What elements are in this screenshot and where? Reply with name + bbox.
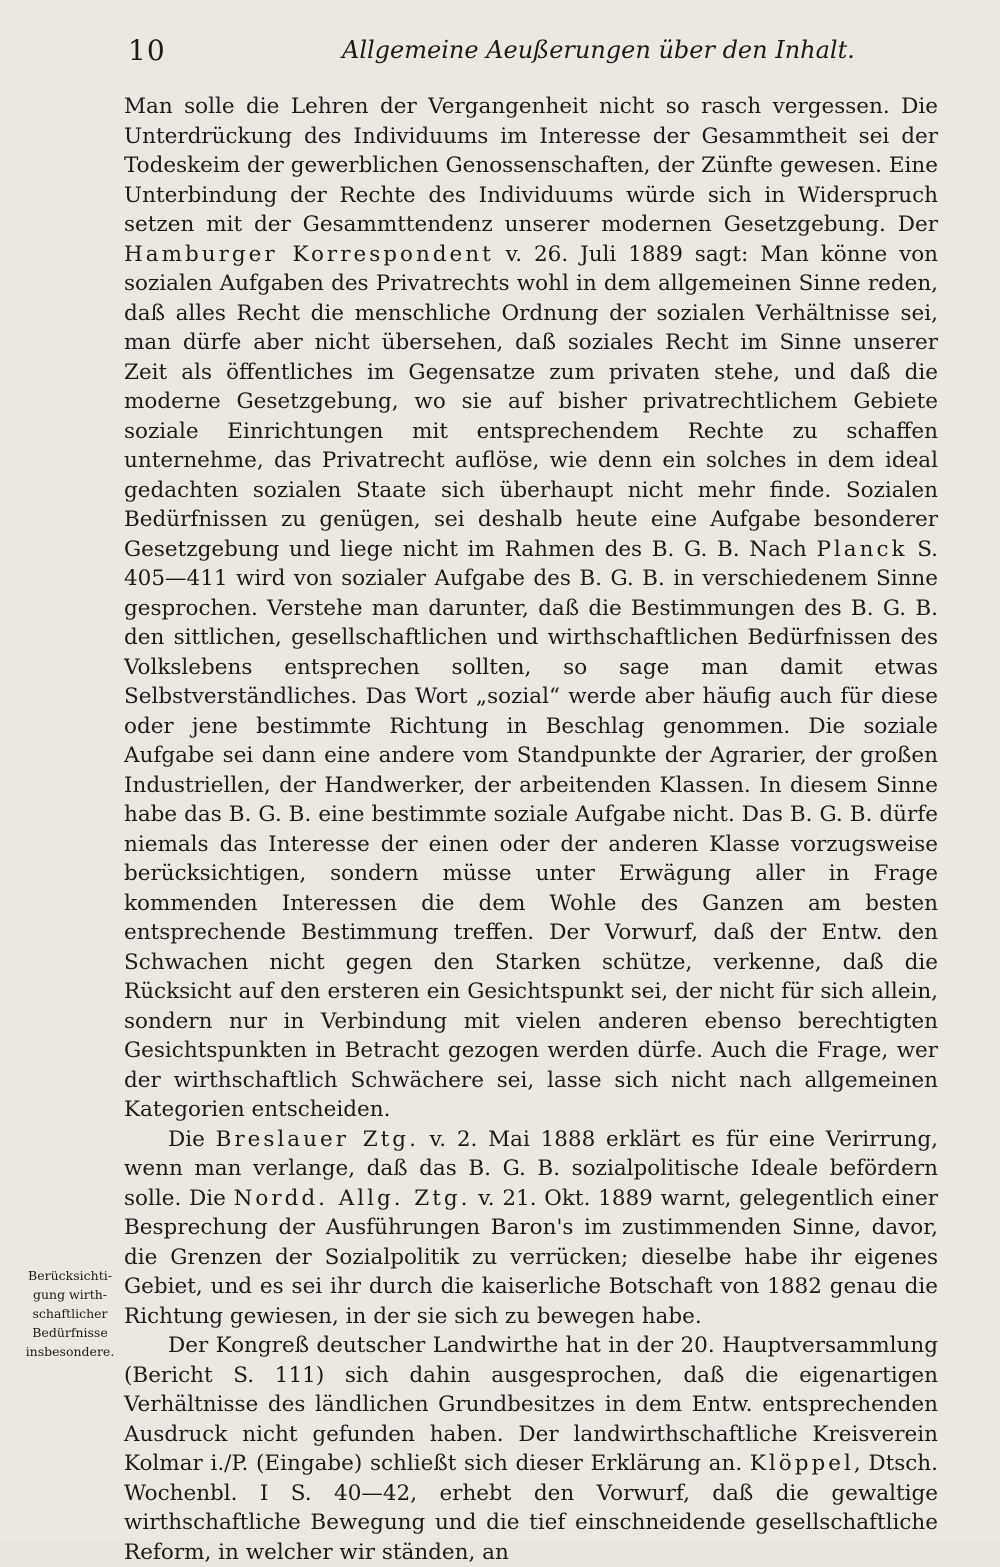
marginal-note-line: Berücksichti- [28,1268,112,1283]
text-segment: S. 405—411 wird von sozialer Aufgabe des B. G. B. in verschiedenem Sinne gesprochen. Verstehe man darunter, daß die Bestimmungen des B. G. B. den sittlichen, gesellschaftlichen und wirthschaftlichen Bedürfnissen des Volkslebens entsprechen sollten, so sage man damit etwas Selbstverständliches. Das Wort „sozial“ werde aber häufig auch für diese oder jene bestimmte Richtung in Beschlag genommen. Die soziale Aufgabe sei dann eine andere vom Standpunkte der Agrarier, der großen Industriellen, der Handwerker, der arbeitenden Klassen. In diesem Sinne habe das B. G. B. eine bestimmte soziale Aufgabe nicht. Das B. G. B. dürfe niemals das Interesse der einen oder der anderen Klasse vorzugsweise berücksichtigen, sondern müsse unter Erwägung aller in Frage kommenden Interessen die dem Wohle des Ganzen am besten entsprechende Bestimmung treffen. Der Vorwurf, daß der Entw. den Schwachen nicht gegen den Starken schütze, verkenne, daß die Rücksicht auf den ersteren ein Gesichtspunkt sei, der nicht für sich allein, sondern nur in Verbindung mit vielen anderen ebenso berechtigten Gesichtspunkten in Betracht gezogen werden dürfe. Auch die Frage, wer der wirthschaftlich Schwächere sei, lasse sich nicht nach allgemeinen Kategorien entscheiden. [124,536,938,1122]
text-segment: , Dtsch. Wochenbl. I S. 40—42, erhebt den Vorwurf, daß die gewaltige wirthschaftliche Bewegung und die tief einschneidende gesellschaftliche Reform, in welcher wir ständen, an [124,1451,938,1565]
spaced-author-name: Planck [816,536,908,562]
marginal-note-line: insbesondere. [25,1344,115,1359]
text-segment: Die [168,1126,216,1152]
text-segment: Man solle die Lehren der Vergangenheit nicht so rasch vergessen. Die Unterdrückung des Individuums im Interesse der Gesammtheit sei der Todeskeim der gewerblichen Genossenschaften, der Zünfte gewesen. Eine Unterbindung der Rechte des Individuums würde sich in Widerspruch setzen mit der Gesammttendenz unserer modernen Gesetzgebung. Der [124,94,938,237]
marginal-note [20,1266,120,1361]
text-segment: v. 21. Okt. 1889 warnt, gelegentlich einer Besprechung der Ausführungen Baron's im zustimmenden Sinne, davor, die Grenzen der Sozialpolitik zu verrücken; dieselbe habe ihr eigenes Gebiet, und es sei ihr durch die kaiserliche Botschaft von 1882 genau die Richtung gewiesen, in der sie sich zu bewegen habe. [124,1185,938,1329]
spaced-source-name: Breslauer Ztg. [215,1126,419,1152]
text-segment: v. 2. Mai 1888 erklärt es für eine Verirrung, wenn man verlange, daß das B. G. B. sozialpolitische Ideale befördern solle. Die [124,1126,938,1211]
body-text [124,92,938,1567]
text-segment: Der Kongreß deutscher Landwirthe hat in der 20. Hauptversammlung (Bericht S. 111) sich dahin ausgesprochen, daß die eigenartigen Verhältnisse des ländlichen Grundbesitzes in dem Entw. entsprechenden Ausdruck nicht gefunden haben. Der landwirthschaftliche Kreisverein Kolmar i./P. (Eingabe) schließt sich dieser Erklärung an. [124,1333,938,1476]
spaced-source-name: Hamburger Korrespondent [124,241,494,267]
marginal-note-line: schaftlicher [32,1306,108,1321]
spaced-author-name: Klöppel [749,1451,854,1476]
text-segment: v. 26. Juli 1889 sagt: Man könne von sozialen Aufgaben des Privatrechts wohl in dem allgemeinen Sinne reden, daß alles Recht die menschliche Ordnung der sozialen Verhältnisse sei, man dürfe aber nicht übersehen, daß soziales Recht im Sinne unserer Zeit als öffentliches im Gegensatze zum privaten stehe, und daß die moderne Gesetzgebung, wo sie auf bisher privatrechtlichem Gebiete soziale Einrichtungen mit entsprechendem Rechte zu schaffen unternehme, das Privatrecht auflöse, wie denn ein solches in dem ideal gedachten sozialen Staate sich überhaupt nicht mehr finde. Sozialen Bedürfnissen zu genügen, sei deshalb heute eine Aufgabe besonderer Gesetzgebung und liege nicht im Rahmen des B. G. B. Nach [124,241,939,562]
marginal-note-line: Bedürfnisse [32,1325,108,1340]
paragraph-1 [124,92,938,1125]
marginal-note-line: gung wirth- [32,1287,108,1302]
page-number: 10 [128,34,166,67]
spaced-source-name: Nordd. Allg. Ztg. [233,1185,471,1211]
paragraph-2 [124,1125,938,1332]
page-header [120,34,940,74]
running-head: Allgemeine Aeußerungen über den Inhalt. [342,36,855,64]
paragraph-3 [124,1331,938,1567]
